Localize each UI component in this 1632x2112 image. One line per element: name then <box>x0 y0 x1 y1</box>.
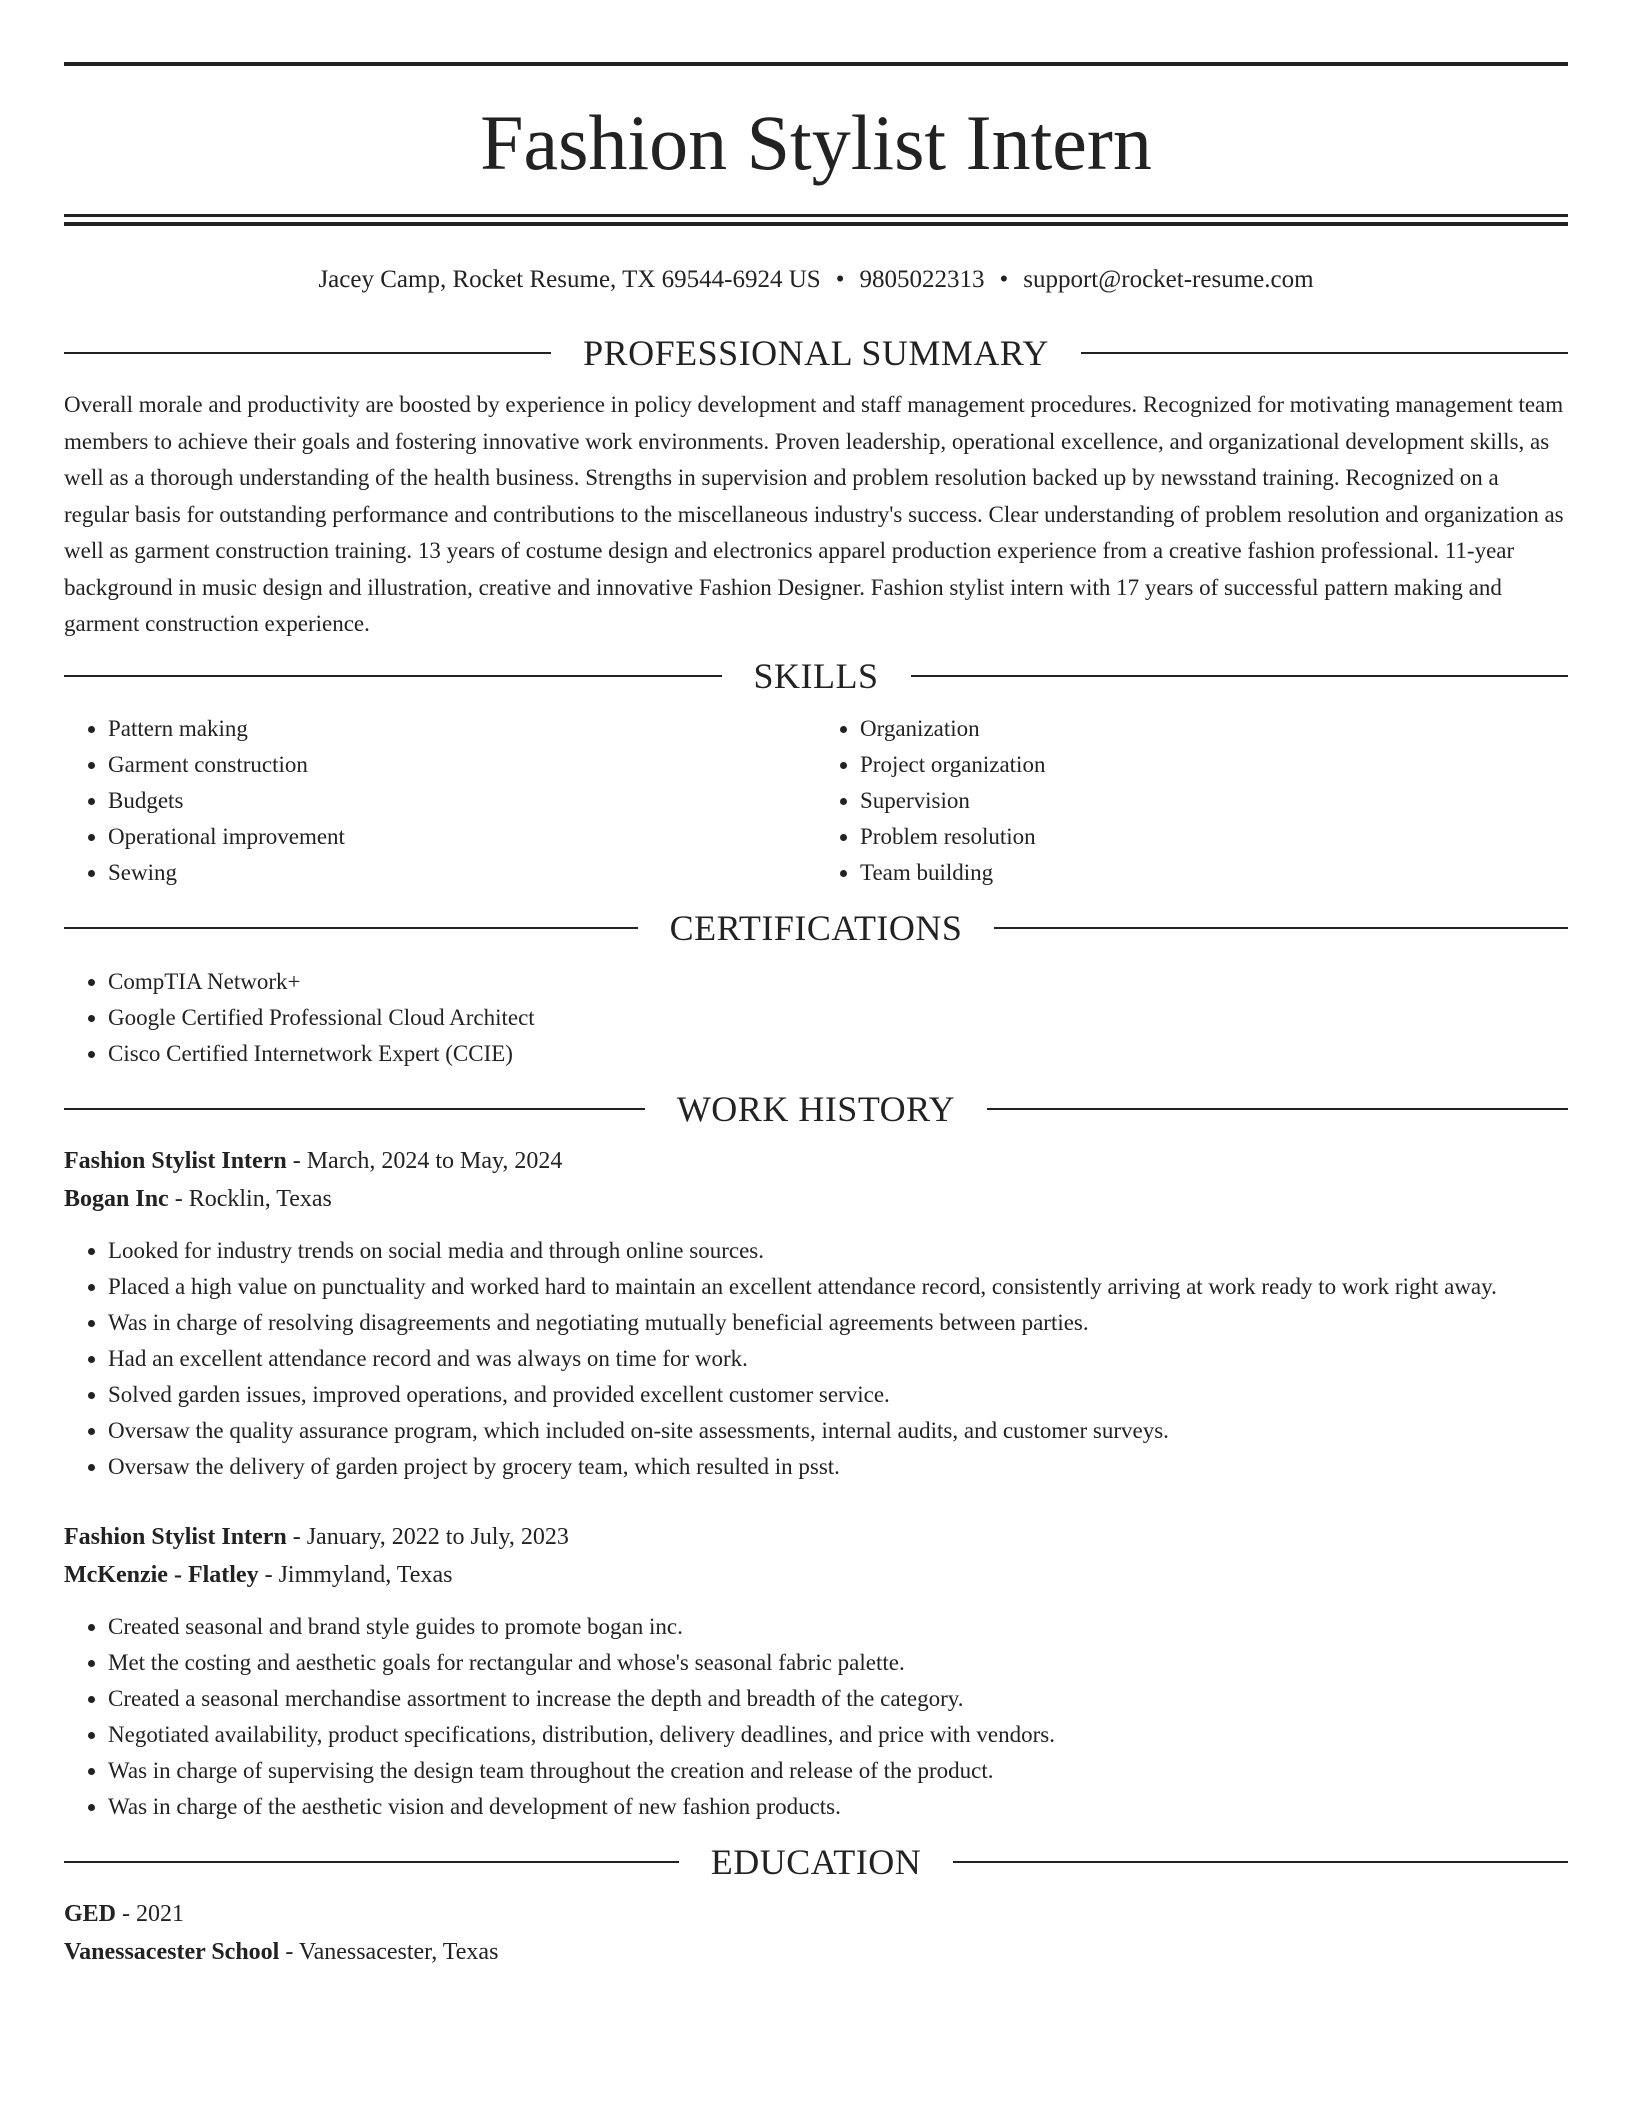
education-degree: GED <box>64 1900 117 1927</box>
contact-address: Jacey Camp, Rocket Resume, TX 69544-6924 US <box>318 266 821 293</box>
job-bullet: • Was in charge of the aesthetic vision and development of new fashion products. <box>108 1789 1568 1825</box>
contact-line <box>64 264 1568 296</box>
job-bullet: • Had an excellent attendance record and was always on time for work. <box>108 1341 1568 1377</box>
heading-rule <box>1081 352 1568 354</box>
skill-item: • Garment construction <box>108 747 816 783</box>
job-location: - Jimmyland, Texas <box>258 1561 453 1588</box>
education-school: Vanessacester School <box>64 1938 280 1965</box>
job-bullets <box>64 1609 1568 1825</box>
heading-rule <box>64 1861 679 1863</box>
heading-rule <box>64 675 722 677</box>
certification-item: • Cisco Certified Internetwork Expert (CCIE) <box>108 1036 1568 1072</box>
education-entry <box>64 1895 1568 1971</box>
heading-rule <box>911 675 1569 677</box>
job-bullet: • Oversaw the quality assurance program, which included on-site assessments, internal audits, and customer surveys. <box>108 1413 1568 1449</box>
job-company-line <box>64 1556 1568 1594</box>
certification-item: • Google Certified Professional Cloud Architect <box>108 1000 1568 1036</box>
certification-item: • CompTIA Network+ <box>108 964 1568 1000</box>
skills-heading <box>64 656 1568 696</box>
job-bullet: • Negotiated availability, product specifications, distribution, delivery deadlines, and price with vendors. <box>108 1717 1568 1753</box>
skills-heading-title: SKILLS <box>753 655 879 696</box>
heading-rule <box>64 927 638 929</box>
education-year: - 2021 <box>116 1900 185 1927</box>
skill-item: • Supervision <box>860 783 1568 819</box>
job-title: Fashion Stylist Intern <box>64 1147 287 1174</box>
education-school-line <box>64 1933 1568 1971</box>
skills-right-column <box>816 711 1568 891</box>
skills-left-column <box>64 711 816 891</box>
education-heading-title: EDUCATION <box>710 1841 922 1882</box>
contact-separator: • <box>835 266 845 293</box>
job-title-line <box>64 1518 1568 1556</box>
contact-phone: 9805022313 <box>859 266 985 293</box>
top-rule <box>64 62 1568 66</box>
summary-text: Overall morale and productivity are boosted by experience in policy development and staff management procedures. Recognized for motivating management team members to achieve their goals and fostering innovative work environments. Proven leadership, operational excellence, and organizational development skills, as well as a thorough understanding of the health business. Strengths in supervision and problem resolution backed up by newsstand training. Recognized on a regular basis for outstanding performance and contributions to the miscellaneous industry's success. Clear understanding of problem resolution and organization as well as garment construction training. 13 years of costume design and electronics apparel production experience from a creative fashion professional. 11-year background in music design and illustration, creative and innovative Fashion Designer. Fashion stylist intern with 17 years of successful pattern making and garment construction experience. <box>64 392 1564 636</box>
skill-item: • Project organization <box>860 747 1568 783</box>
contact-email: support@rocket-resume.com <box>1023 266 1314 293</box>
education-heading <box>64 1842 1568 1882</box>
skill-item: • Organization <box>860 711 1568 747</box>
job-title-line <box>64 1142 1568 1180</box>
job-bullets <box>64 1233 1568 1485</box>
job-entry <box>64 1518 1568 1825</box>
job-bullet: • Looked for industry trends on social media and through online sources. <box>108 1233 1568 1269</box>
contact-separator: • <box>999 266 1009 293</box>
resume-name: Fashion Stylist Intern <box>480 99 1152 186</box>
summary-heading <box>64 333 1568 373</box>
skill-item: • Operational improvement <box>108 819 816 855</box>
skill-item: • Team building <box>860 855 1568 891</box>
job-bullet: • Created a seasonal merchandise assortment to increase the depth and breadth of the category. <box>108 1681 1568 1717</box>
heading-rule <box>994 927 1568 929</box>
job-bullet: • Met the costing and aesthetic goals for rectangular and whose's seasonal fabric palette. <box>108 1645 1568 1681</box>
heading-rule <box>953 1861 1568 1863</box>
heading-rule <box>64 352 551 354</box>
job-company: McKenzie - Flatley <box>64 1561 259 1588</box>
job-bullet: • Solved garden issues, improved operations, and provided excellent customer service. <box>108 1377 1568 1413</box>
job-dates: - March, 2024 to May, 2024 <box>286 1147 563 1174</box>
certifications-heading-title: CERTIFICATIONS <box>669 907 963 948</box>
job-bullet: • Placed a high value on punctuality and worked hard to maintain an excellent attendance record, consistently arriving at work ready to work right away. <box>108 1269 1568 1305</box>
certifications-heading <box>64 908 1568 948</box>
job-bullet: • Was in charge of supervising the design team throughout the creation and release of the product. <box>108 1753 1568 1789</box>
job-company-line <box>64 1180 1568 1218</box>
work-heading <box>64 1089 1568 1129</box>
job-entry <box>64 1142 1568 1485</box>
heading-rule <box>987 1108 1568 1110</box>
heading-rule <box>64 1108 645 1110</box>
job-location: - Rocklin, Texas <box>168 1185 332 1212</box>
double-rule <box>64 214 1568 226</box>
skill-item: • Sewing <box>108 855 816 891</box>
certifications-list <box>64 964 1568 1072</box>
job-bullet: • Created seasonal and brand style guides to promote bogan inc. <box>108 1609 1568 1645</box>
job-title: Fashion Stylist Intern <box>64 1523 287 1550</box>
job-dates: - January, 2022 to July, 2023 <box>286 1523 569 1550</box>
summary-heading-title: PROFESSIONAL SUMMARY <box>583 333 1049 373</box>
work-heading-title: WORK HISTORY <box>676 1088 956 1129</box>
job-company: Bogan Inc <box>64 1185 169 1212</box>
skill-item: • Pattern making <box>108 711 816 747</box>
skill-item: • Budgets <box>108 783 816 819</box>
education-degree-line <box>64 1895 1568 1933</box>
skills-list <box>64 711 1568 891</box>
job-bullet: • Oversaw the delivery of garden project by grocery team, which resulted in psst. <box>108 1449 1568 1485</box>
education-location: - Vanessacester, Texas <box>279 1938 499 1965</box>
skill-item: • Problem resolution <box>860 819 1568 855</box>
job-bullet: • Was in charge of resolving disagreements and negotiating mutually beneficial agreements between parties. <box>108 1305 1568 1341</box>
